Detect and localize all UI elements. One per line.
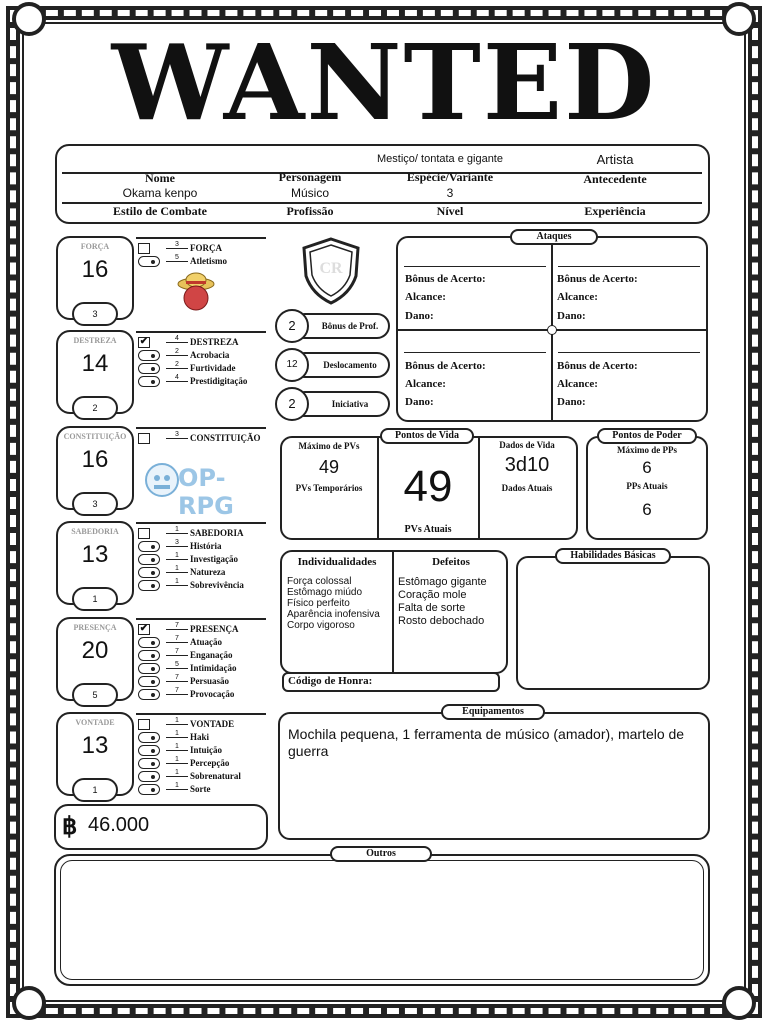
list-item[interactable]: Aparência inofensiva <box>287 609 380 620</box>
label-antecedente: Antecedente <box>583 172 647 186</box>
proficiency-toggle[interactable] <box>138 732 160 743</box>
equipamentos-tab: Equipamentos <box>441 704 545 720</box>
cr-label: CR <box>319 260 343 277</box>
dados-atuais-label: Dados Atuais <box>501 483 553 493</box>
skill-name: História <box>190 541 222 551</box>
list-item[interactable]: Físico perfeito <box>287 598 350 609</box>
attribute-value[interactable]: 13 <box>81 732 109 759</box>
proficiency-toggle[interactable] <box>138 376 160 387</box>
attribute-label: PRESENÇA <box>73 623 117 632</box>
skill-name: Provocação <box>190 689 235 699</box>
pp-atual-value[interactable]: 6 <box>642 500 652 519</box>
ataques-tab: Ataques <box>510 229 598 245</box>
proficiency-toggle[interactable] <box>138 689 160 700</box>
atk3-alcance[interactable]: Alcance: <box>405 378 446 390</box>
atk3-bonus[interactable]: Bônus de Acerto: <box>405 360 486 372</box>
proficiency-toggle[interactable] <box>138 363 160 374</box>
skill-bonus[interactable]: 5 <box>166 661 188 669</box>
skill-name: Atuação <box>190 637 222 647</box>
attribute-box <box>56 712 134 796</box>
proficiency-toggle[interactable] <box>138 676 160 687</box>
list-item[interactable]: Corpo vigoroso <box>287 620 355 631</box>
individualidades-list <box>287 576 391 631</box>
attribute-value[interactable]: 13 <box>81 541 109 568</box>
list-item[interactable]: Coração mole <box>398 589 467 601</box>
skill-row[interactable] <box>138 731 268 744</box>
skill-name: Acrobacia <box>190 350 230 360</box>
skill-bonus[interactable]: 2 <box>166 348 188 356</box>
skill-bonus[interactable]: 1 <box>166 743 188 751</box>
skill-row[interactable] <box>138 579 268 592</box>
skill-name: FORÇA <box>190 243 222 253</box>
straw-hat-avatar-icon <box>174 270 218 314</box>
skill-name: SABEDORIA <box>190 528 244 538</box>
skill-bonus[interactable]: 7 <box>166 687 188 695</box>
skill-bonus[interactable]: 1 <box>166 717 188 725</box>
list-item[interactable]: Estômago gigante <box>398 576 487 588</box>
skill-bonus[interactable]: 3 <box>166 539 188 547</box>
attribute-value[interactable]: 14 <box>81 350 109 377</box>
attribute-label: SABEDORIA <box>71 527 119 536</box>
atk4-alcance[interactable]: Alcance: <box>557 378 598 390</box>
skill-name: Furtividade <box>190 363 236 373</box>
attribute-modifier[interactable]: 1 <box>72 778 118 802</box>
skill-bonus[interactable]: 2 <box>166 361 188 369</box>
attribute-value[interactable]: 16 <box>81 256 109 283</box>
proficiency-toggle[interactable] <box>138 350 160 361</box>
max-pp-label: Máximo de PPs <box>617 445 677 455</box>
skill-row[interactable] <box>138 432 268 445</box>
proficiency-toggle[interactable] <box>138 758 160 769</box>
skill-bonus[interactable]: 7 <box>166 674 188 682</box>
skill-name: Prestidigitação <box>190 376 248 386</box>
nome-value[interactable]: Okama kenpo <box>122 186 198 200</box>
proficiency-toggle[interactable] <box>138 637 160 648</box>
attribute-modifier[interactable]: 3 <box>72 302 118 326</box>
berry-symbol-icon: ฿ <box>62 814 78 840</box>
proficiency-checkbox[interactable]: ✔ <box>139 336 149 347</box>
proficiency-checkbox[interactable] <box>138 433 150 444</box>
iniciativa-label: Iniciativa <box>292 391 390 417</box>
skill-row[interactable] <box>138 375 268 388</box>
skill-row[interactable] <box>138 566 268 579</box>
nivel-value[interactable]: 3 <box>446 186 454 200</box>
berries-value[interactable]: 46.000 <box>88 814 150 836</box>
label-estilo: Estilo de Combate <box>113 204 207 218</box>
attribute-label: CONSTITUIÇÃO <box>63 432 127 441</box>
attribute-label: FORÇA <box>80 242 110 251</box>
pv-temp-label: PVs Temporários <box>295 483 363 493</box>
skill-bonus[interactable]: 4 <box>166 335 188 343</box>
skill-bonus[interactable]: 1 <box>166 769 188 777</box>
label-profissao: Profissão <box>286 204 334 218</box>
skill-row[interactable] <box>138 649 268 662</box>
skill-row[interactable] <box>138 349 268 362</box>
proficiency-checkbox[interactable] <box>138 719 150 730</box>
skill-row[interactable] <box>138 718 268 731</box>
atk2-dano[interactable]: Dano: <box>557 310 586 322</box>
skill-name: CONSTITUIÇÃO <box>190 433 261 443</box>
skill-bonus[interactable]: 1 <box>166 565 188 573</box>
skill-name: Sobrevivência <box>190 580 244 590</box>
skill-name: Sorte <box>190 784 211 794</box>
individualidades-label: Individualidades <box>297 556 377 568</box>
habilidades-panel[interactable] <box>516 556 710 690</box>
label-nivel: Nível <box>436 204 464 218</box>
skill-row[interactable] <box>138 242 268 255</box>
iniciativa-value[interactable]: 2 <box>275 387 309 421</box>
label-experiencia: Experiência <box>584 204 646 218</box>
dados-vida-label: Dados de Vida <box>499 440 555 450</box>
attribute-box <box>56 521 134 605</box>
attribute-label: VONTADE <box>75 718 115 727</box>
antecedente-value[interactable]: Artista <box>596 152 634 167</box>
skill-bonus[interactable]: 1 <box>166 578 188 586</box>
atk3-dano[interactable]: Dano: <box>405 396 434 408</box>
vida-tab: Pontos de Vida <box>380 428 474 444</box>
attribute-box <box>56 617 134 701</box>
atk1-alcance[interactable]: Alcance: <box>405 291 446 303</box>
skill-bonus[interactable]: 1 <box>166 756 188 764</box>
attribute-modifier[interactable]: 3 <box>72 492 118 516</box>
atk2-bonus[interactable]: Bônus de Acerto: <box>557 273 638 285</box>
skill-name: DESTREZA <box>190 337 239 347</box>
list-item[interactable]: Força colossal <box>287 576 352 587</box>
max-pp-value[interactable]: 6 <box>642 458 652 477</box>
proficiency-toggle[interactable] <box>138 650 160 661</box>
poder-tab: Pontos de Poder <box>597 428 697 444</box>
atk2-alcance[interactable]: Alcance: <box>557 291 598 303</box>
deslocamento-value[interactable]: 12 <box>275 348 309 382</box>
skill-bonus[interactable]: 1 <box>166 552 188 560</box>
cr-shield-icon <box>300 236 362 306</box>
skill-name: Intuição <box>190 745 223 755</box>
skill-name: Persuasão <box>190 676 229 686</box>
proficiency-toggle[interactable] <box>138 541 160 552</box>
label-especie: Espécie/Variante <box>406 170 494 184</box>
attribute-box <box>56 426 134 510</box>
skill-row[interactable] <box>138 540 268 553</box>
skill-row[interactable] <box>138 553 268 566</box>
skill-name: PRESENÇA <box>190 624 239 634</box>
proficiency-toggle[interactable] <box>138 554 160 565</box>
attribute-value[interactable]: 16 <box>81 446 109 473</box>
proficiency-checkbox[interactable]: ✔ <box>139 623 149 634</box>
defeitos-label: Defeitos <box>432 556 470 568</box>
pv-atual-value[interactable]: 49 <box>403 462 453 511</box>
skill-row[interactable] <box>138 770 268 783</box>
skill-bonus[interactable]: 5 <box>166 254 188 262</box>
codigo-honra-label: Código de Honra: <box>288 675 373 687</box>
skill-row[interactable] <box>138 675 268 688</box>
atk1-bonus[interactable]: Bônus de Acerto: <box>405 273 486 285</box>
skill-name: Natureza <box>190 567 226 577</box>
attribute-box <box>56 236 134 320</box>
attribute-modifier[interactable]: 2 <box>72 396 118 420</box>
skill-row[interactable] <box>138 623 268 636</box>
proficiency-toggle[interactable] <box>138 784 160 795</box>
bonus-prof-label: Bônus de Prof. <box>292 313 390 339</box>
personagem-value[interactable]: Mestiço/ tontata e gigante <box>377 153 503 165</box>
skill-row[interactable] <box>138 636 268 649</box>
skill-row[interactable] <box>138 662 268 675</box>
habilidades-tab: Habilidades Básicas <box>555 548 671 564</box>
berries-panel <box>54 804 268 850</box>
skill-name: VONTADE <box>190 719 235 729</box>
skill-bonus[interactable]: 3 <box>166 431 188 439</box>
attribute-label: DESTREZA <box>73 336 117 345</box>
skill-name: Sobrenatural <box>190 771 241 781</box>
proficiency-toggle[interactable] <box>138 663 160 674</box>
skill-row[interactable] <box>138 688 268 701</box>
skill-bonus[interactable]: 1 <box>166 730 188 738</box>
outros-tab: Outros <box>330 846 432 862</box>
skill-name: Haki <box>190 732 210 742</box>
skill-name: Intimidação <box>190 663 237 673</box>
skill-bonus[interactable]: 1 <box>166 782 188 790</box>
atk4-dano[interactable]: Dano: <box>557 396 586 408</box>
attribute-value[interactable]: 20 <box>81 637 109 664</box>
label-nome: Nome <box>145 171 175 185</box>
wanted-title: WANTED <box>111 21 657 144</box>
skill-bonus[interactable]: 4 <box>166 374 188 382</box>
atk1-dano[interactable]: Dano: <box>405 310 434 322</box>
max-pv-label: Máximo de PVs <box>298 441 360 451</box>
proficiency-checkbox[interactable] <box>138 243 150 254</box>
skill-name: Atletismo <box>190 256 227 266</box>
skill-row[interactable] <box>138 362 268 375</box>
corner-knot-icon <box>722 986 756 1020</box>
proficiency-toggle[interactable] <box>138 580 160 591</box>
profissao-value[interactable]: Músico <box>290 186 329 200</box>
label-personagem: Personagem <box>278 170 342 184</box>
dados-vida-value[interactable]: 3d10 <box>504 454 550 476</box>
skill-row[interactable] <box>138 783 268 796</box>
pv-atual-label: PVs Atuais <box>404 524 452 535</box>
defeitos-list <box>398 576 506 628</box>
skill-row[interactable] <box>138 336 268 349</box>
atk4-bonus[interactable]: Bônus de Acerto: <box>557 360 638 372</box>
skill-row[interactable] <box>138 255 268 268</box>
skill-row[interactable] <box>138 744 268 757</box>
deslocamento-label: Deslocamento <box>292 352 390 378</box>
max-pv-value[interactable]: 49 <box>318 457 340 477</box>
attribute-box <box>56 330 134 414</box>
op-rpg-logo: OP-RPG <box>140 458 268 502</box>
skill-bonus[interactable]: 7 <box>166 648 188 656</box>
skill-name: Investigação <box>190 554 238 564</box>
skill-bonus[interactable]: 7 <box>166 635 188 643</box>
proficiency-toggle[interactable] <box>138 567 160 578</box>
skill-bonus[interactable]: 3 <box>166 241 188 249</box>
skill-bonus[interactable]: 7 <box>166 622 188 630</box>
skill-bonus[interactable]: 1 <box>166 526 188 534</box>
equipamentos-text[interactable]: Mochila pequena, 1 ferramenta de músico (amador), martelo de guerra <box>288 726 685 759</box>
attribute-modifier[interactable]: 1 <box>72 587 118 611</box>
list-item[interactable]: Rosto debochado <box>398 615 485 627</box>
skill-row[interactable] <box>138 527 268 540</box>
proficiency-toggle[interactable] <box>138 256 160 267</box>
proficiency-toggle[interactable] <box>138 745 160 756</box>
list-item[interactable]: Falta de sorte <box>398 602 466 614</box>
proficiency-checkbox[interactable] <box>138 528 150 539</box>
list-item[interactable]: Estômago miúdo <box>287 587 363 598</box>
skill-name: Percepção <box>190 758 230 768</box>
proficiency-toggle[interactable] <box>138 771 160 782</box>
skill-name: Enganação <box>190 650 233 660</box>
bonus-prof-value[interactable]: 2 <box>275 309 309 343</box>
pp-atual-label: PPs Atuais <box>626 481 668 491</box>
attribute-modifier[interactable]: 5 <box>72 683 118 707</box>
corner-knot-icon <box>12 986 46 1020</box>
skill-row[interactable] <box>138 757 268 770</box>
